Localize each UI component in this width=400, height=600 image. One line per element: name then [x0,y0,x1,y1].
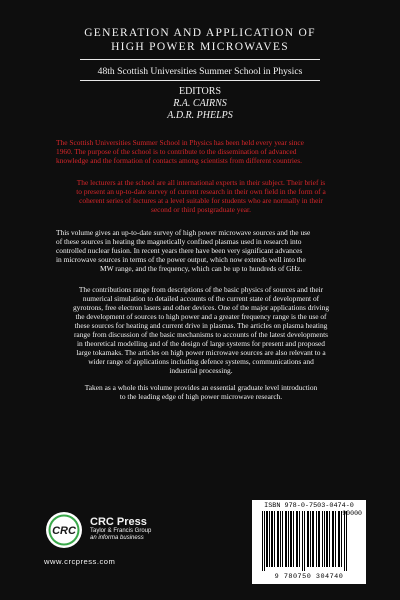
lecturers-paragraph [56,178,346,214]
publisher-url: www.crcpress.com [44,557,116,566]
text-line: The lecturers at the school are all international experts in their subject. Their brief is [76,178,326,187]
text-line: to the leading edge of high power microwave research. [119,392,283,401]
publisher-tagline: an informa business [90,535,144,541]
text-line: knowledge and the formation of contacts among scientists from different countries. [56,156,302,165]
title-line-2: HIGH POWER MICROWAVES [111,41,289,53]
editor-name: A.D.R. PHELPS [167,110,233,121]
text-line: 1960. The purpose of the school is to contribute to the dissemination of advanced [56,147,297,156]
text-line: large tokamaks. The articles on high power microwave sources are also relevant to a [76,348,326,357]
logo-text: CRC [52,525,76,537]
barcode-bars [262,511,348,571]
price-code: 90000 [342,510,362,517]
text-line: in microwave sources in terms of the power output, which now extends well into the [56,255,306,264]
title-line-1: GENERATION AND APPLICATION OF [84,27,316,39]
text-line: MW range, and the frequency, which can be up to hundreds of GHz. [100,264,302,273]
editors-label: EDITORS [178,86,222,97]
text-line: to present an up-to-date survey of current research in their own field in the form of a [76,187,326,196]
text-line: the development of sources to high power and a greater frequency range is the use of [75,312,327,321]
publisher-name: CRC Press [90,516,147,528]
text-line: these sources for heating and current drive in plasmas. The articles on plasma heating [74,321,328,330]
series-subtitle: 48th Scottish Universities Summer School in Physics [97,66,303,77]
isbn-text: ISBN 978-0-7503-0474-0 [264,502,354,510]
text-line: coherent series of lectures at a level suitable for students who are normally in their [79,196,323,205]
text-line: second or third postgraduate year. [151,205,251,214]
barcode-panel [252,500,366,584]
title-rule-bottom [80,80,320,81]
text-line: The Scottish Universities Summer School in Physics has been held every year since [56,138,304,147]
publisher-group: Taylor & Francis Group [90,528,152,534]
publisher-block [90,516,151,542]
text-line: Taken as a whole this volume provides an essential graduate level introduction [84,383,318,392]
text-line: wider range of applications including defence systems, communications and [88,357,314,366]
contributions-paragraph [56,285,346,375]
text-line: The contributions range from descriptions of the basic physics of sources and their [78,285,324,294]
editors-block [0,86,400,122]
text-line: This volume gives an up-to-date survey of high power microwave sources and the use [56,228,311,237]
volume-paragraph [56,228,346,273]
editor-name: R.A. CAIRNS [173,98,227,109]
school-paragraph [56,138,346,165]
barcode-number: 9 780750 304740 [274,573,344,581]
text-line: gyrotrons, free electron lasers and other devices. One of the major applications driving [72,303,330,312]
text-line: industrial processing. [169,366,233,375]
text-line: of these sources in heating the magnetically confined plasmas used in research into [56,237,302,246]
crc-logo-icon [44,510,84,550]
text-line: numerical simulation to detailed accounts of the current state of development of [82,294,320,303]
text-line: in theoretical modelling and of the design of large systems for present and proposed [76,339,325,348]
text-line: controlled nuclear fusion. In recent years there have been very significant advances [56,246,303,255]
text-line: range from discussion of the basic mechanisms to accounts of the latest developments [73,330,329,339]
title-rule-top [80,59,320,60]
summary-paragraph [56,383,346,401]
crc-logo [44,510,84,550]
book-title [0,26,400,54]
